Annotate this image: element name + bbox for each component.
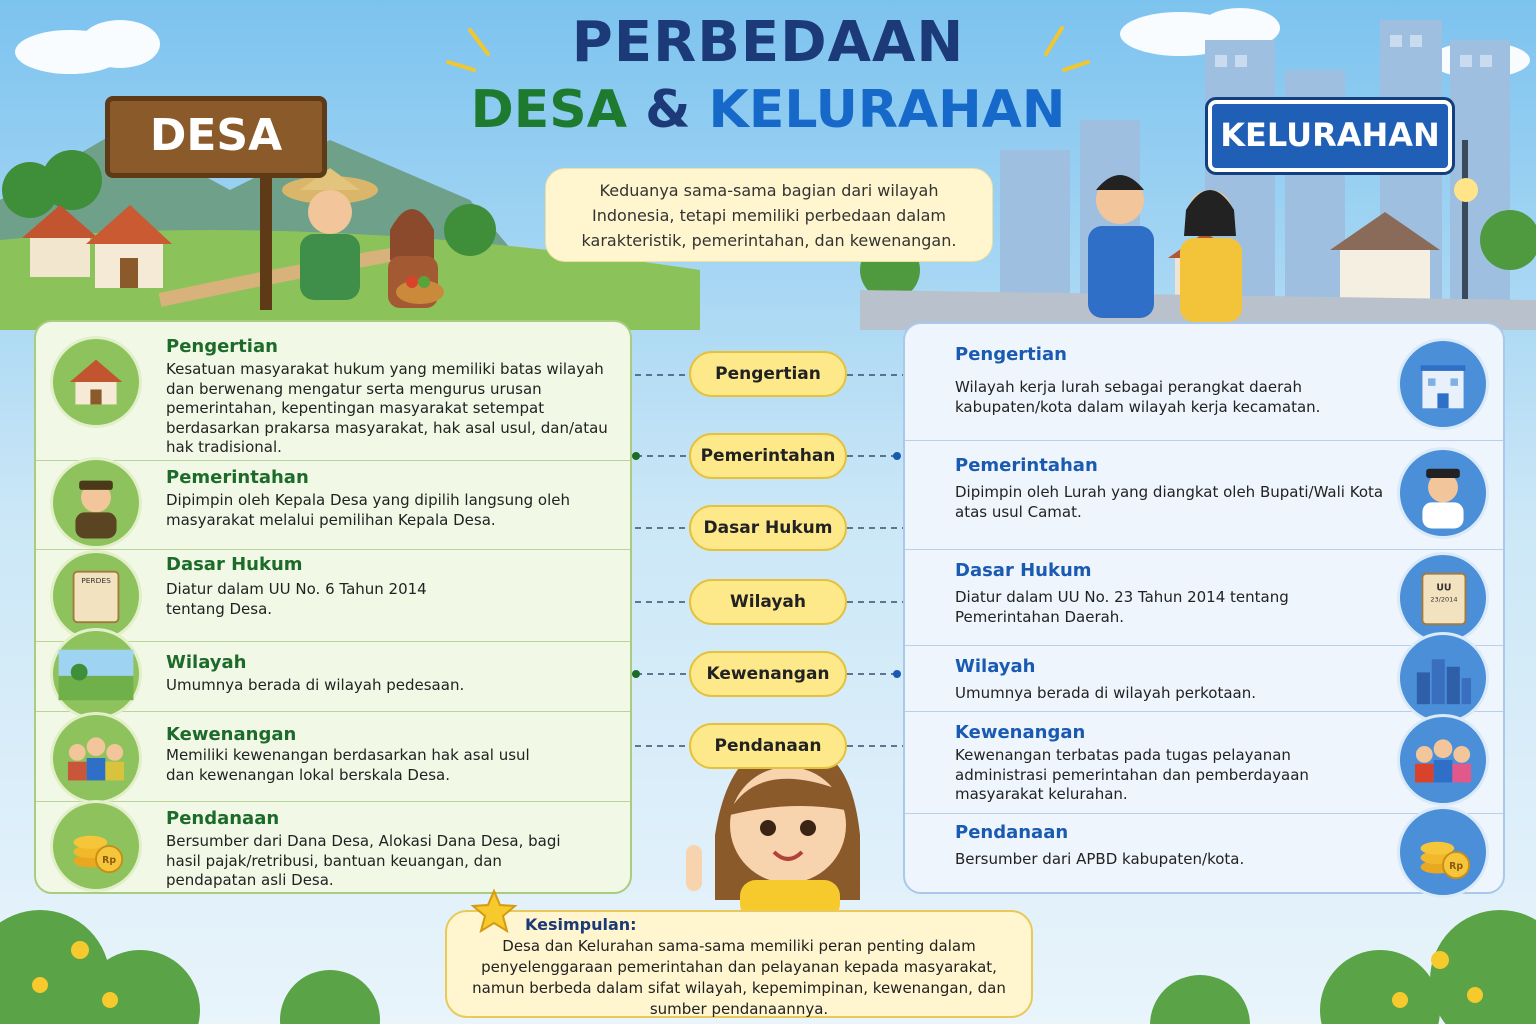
title-desa: DESA <box>470 80 627 140</box>
category-pill-pengertian: Pengertian <box>689 351 847 397</box>
kelurahan-text-wilayah: Umumnya berada di wilayah perkotaan. <box>955 684 1257 702</box>
perdes-label: PERDES <box>81 575 111 585</box>
desa-row-wilayah <box>36 642 630 712</box>
rural-landscape-icon <box>50 628 142 720</box>
desa-text-dasar-hukum: Diatur dalam UU No. 6 Tahun 2014 tentang Desa. <box>166 580 427 618</box>
kelurahan-text-pemerintahan: Dipimpin oleh Lurah yang diangkat oleh Bupati/Wali Kota atas usul Camat. <box>955 483 1384 521</box>
kelurahan-text-pengertian: Wilayah kerja lurah sebagai perangkat daerah kabupaten/kota dalam wilayah kerja kecamatan. <box>955 378 1321 416</box>
kelurahan-title-pemerintahan: Pemerintahan <box>955 455 1098 476</box>
desa-title-kewenangan: Kewenangan <box>166 724 297 745</box>
kelurahan-row-pendanaan <box>905 814 1503 896</box>
kelurahan-sign: KELURAHAN <box>1208 100 1452 172</box>
people-group-icon <box>1397 714 1489 806</box>
kelurahan-row-wilayah <box>905 646 1503 712</box>
office-building-icon <box>1397 338 1489 430</box>
coin-label: Rp <box>102 854 117 866</box>
kelurahan-title-wilayah: Wilayah <box>955 656 1036 677</box>
page-title <box>430 8 1106 168</box>
desa-row-dasar-hukum <box>36 550 630 642</box>
kelurahan-title-pengertian: Pengertian <box>955 344 1067 365</box>
desa-title-wilayah: Wilayah <box>166 652 247 673</box>
category-pill-dasar-hukum: Dasar Hukum <box>689 505 847 551</box>
desa-panel <box>34 320 632 894</box>
kelurahan-row-kewenangan <box>905 712 1503 814</box>
desa-text-kewenangan: Memiliki kewenangan berdasarkan hak asal usul dan kewenangan lokal berskala Desa. <box>166 746 530 784</box>
uu-number-label: 23/2014 <box>1430 595 1458 604</box>
coins-icon <box>1397 806 1489 898</box>
kelurahan-text-dasar-hukum: Diatur dalam UU No. 23 Tahun 2014 tentang Pemerintahan Daerah. <box>955 588 1289 626</box>
kelurahan-text-kewenangan: Kewenangan terbatas pada tugas pelayanan administrasi pemerintahan dan pemberdayaan masyarakat kelurahan. <box>955 746 1309 803</box>
desa-title-dasar-hukum: Dasar Hukum <box>166 554 303 575</box>
desa-row-pendanaan <box>36 802 630 896</box>
category-pill-pendanaan: Pendanaan <box>689 723 847 769</box>
kelurahan-row-pengertian <box>905 324 1503 441</box>
desa-text-wilayah: Umumnya berada di wilayah pedesaan. <box>166 676 465 694</box>
desa-title-pengertian: Pengertian <box>166 336 278 357</box>
desa-sign: DESA <box>105 96 327 178</box>
desa-row-kewenangan <box>36 712 630 802</box>
star-icon <box>470 888 518 936</box>
law-book-icon <box>1397 552 1489 644</box>
coins-icon <box>50 800 142 892</box>
conclusion-text: Desa dan Kelurahan sama-sama memiliki peran penting dalam penyelenggaraan pemerintahan dan pelayanan kepada masyarakat, namun berbeda dalam sifat wilayah, kepemimpinan, kewenangan, dan sumber pendanaannya. <box>472 937 1006 1018</box>
category-pill-wilayah: Wilayah <box>689 579 847 625</box>
people-group-icon <box>50 712 142 804</box>
conclusion-title: Kesimpulan: <box>525 915 637 934</box>
desa-row-pengertian <box>36 322 630 461</box>
kelurahan-text-pendanaan: Bersumber dari APBD kabupaten/kota. <box>955 850 1245 868</box>
lurah-official-icon <box>1397 447 1489 539</box>
title-ampersand: & <box>645 80 691 140</box>
city-skyline-icon <box>1397 632 1489 724</box>
conclusion-box <box>445 910 1033 1018</box>
title-kelurahan: KELURAHAN <box>708 80 1066 140</box>
kelurahan-title-pendanaan: Pendanaan <box>955 822 1069 843</box>
desa-text-pendanaan: Bersumber dari Dana Desa, Alokasi Dana Desa, bagi hasil pajak/retribusi, bantuan keuangan, dan pendapatan asli Desa. <box>166 832 561 889</box>
desa-text-pengertian: Kesatuan masyarakat hukum yang memiliki batas wilayah dan berwenang mengatur serta mengurus urusan pemerintahan, kepentingan masyarakat setempat berdasarkan prakarsa masyarakat, hak asal usul, dan/atau hak tradisional. <box>166 360 608 456</box>
kelurahan-row-dasar-hukum <box>905 550 1503 646</box>
desa-title-pemerintahan: Pemerintahan <box>166 467 309 488</box>
uu-label: UU <box>1436 582 1452 594</box>
title-line-1: PERBEDAAN <box>571 10 965 75</box>
desa-row-pemerintahan <box>36 461 630 550</box>
title-line-2 <box>430 78 1106 142</box>
kelurahan-title-kewenangan: Kewenangan <box>955 722 1086 743</box>
coin-label: Rp <box>1449 860 1464 872</box>
village-house-icon <box>50 336 142 428</box>
kelurahan-title-dasar-hukum: Dasar Hukum <box>955 560 1092 581</box>
kelurahan-row-pemerintahan <box>905 441 1503 550</box>
kelurahan-panel <box>903 322 1505 894</box>
category-pill-pemerintahan: Pemerintahan <box>689 433 847 479</box>
intro-text: Keduanya sama-sama bagian dari wilayah Indonesia, tetapi memiliki perbedaan dalam karakteristik, pemerintahan, dan kewenangan. <box>545 168 993 262</box>
category-pill-kewenangan: Kewenangan <box>689 651 847 697</box>
village-head-icon <box>50 457 142 549</box>
desa-title-pendanaan: Pendanaan <box>166 808 280 829</box>
desa-text-pemerintahan: Dipimpin oleh Kepala Desa yang dipilih langsung oleh masyarakat melalui pemilihan Kepala Desa. <box>166 491 570 529</box>
